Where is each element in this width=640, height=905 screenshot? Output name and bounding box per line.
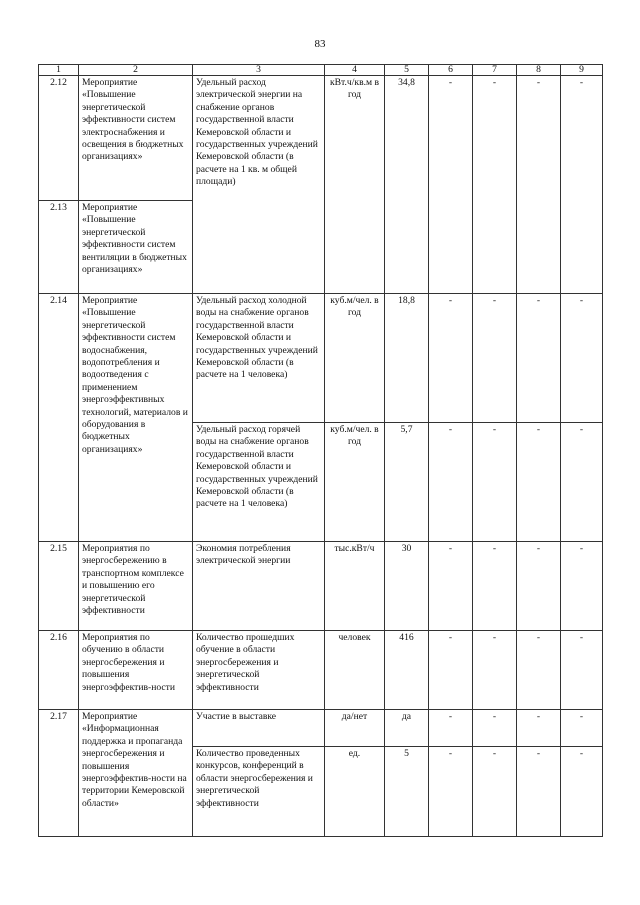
- row-number: 2.15: [39, 542, 79, 631]
- value-cell: да: [385, 710, 429, 747]
- dash-cell: -: [429, 542, 473, 631]
- dash-cell: -: [517, 76, 561, 294]
- indicator-cell: Участие в выставке: [193, 710, 325, 747]
- table-row: [39, 76, 603, 201]
- dash-cell: -: [473, 710, 517, 747]
- dash-cell: -: [517, 294, 561, 423]
- dash-cell: -: [429, 423, 473, 542]
- indicator-cell: Удельный расход холодной воды на снабжение органов государственной власти Кемеровской области и государственных учреждений Кемеровской области (в расчете на 1 человека): [193, 294, 325, 423]
- row-number: 2.16: [39, 631, 79, 710]
- measure-cell: Мероприятие «Информационная поддержка и пропаганда энергосбережения и повышения энергоэффектив-ности на территории Кемеровской области»: [79, 710, 193, 837]
- table-row: [39, 294, 603, 423]
- dash-cell: -: [517, 747, 561, 837]
- header-cell: 3: [193, 65, 325, 76]
- value-cell: 5,7: [385, 423, 429, 542]
- indicators-table: [38, 64, 603, 837]
- table-row: [39, 542, 603, 631]
- table-row: [39, 710, 603, 747]
- indicator-cell: Удельный расход горячей воды на снабжение органов государственной власти Кемеровской области и государственных учреждений Кемеровской области (в расчете на 1 человека): [193, 423, 325, 542]
- dash-cell: -: [517, 710, 561, 747]
- header-cell: 1: [39, 65, 79, 76]
- measure-cell: Мероприятие «Повышение энергетической эффективности систем электроснабжения и освещения в бюджетных организациях»: [79, 76, 193, 201]
- measure-cell: Мероприятия по обучению в области энергосбережения и повышения энергоэффектив-ности: [79, 631, 193, 710]
- dash-cell: -: [429, 76, 473, 294]
- indicator-cell: Удельный расход электрической энергии на снабжение органов государственной власти Кемеровской области и государственных учреждений Кемеровской области (в расчете на 1 кв. м общей площади): [193, 76, 325, 294]
- indicator-cell: Экономия потребления электрической энергии: [193, 542, 325, 631]
- dash-cell: -: [473, 542, 517, 631]
- dash-cell: -: [473, 76, 517, 294]
- table-row: [39, 631, 603, 710]
- dash-cell: -: [561, 747, 603, 837]
- row-number: 2.14: [39, 294, 79, 542]
- header-cell: 8: [517, 65, 561, 76]
- dash-cell: -: [429, 747, 473, 837]
- header-cell: 4: [325, 65, 385, 76]
- unit-cell: кВт.ч/кв.м в год: [325, 76, 385, 294]
- indicator-cell: Количество прошедших обучение в области энергосбережения и энергетической эффективности: [193, 631, 325, 710]
- dash-cell: -: [561, 710, 603, 747]
- unit-cell: ед.: [325, 747, 385, 837]
- value-cell: 30: [385, 542, 429, 631]
- dash-cell: -: [517, 542, 561, 631]
- value-cell: 34,8: [385, 76, 429, 294]
- unit-cell: куб.м/чел. в год: [325, 423, 385, 542]
- row-number: 2.17: [39, 710, 79, 837]
- dash-cell: -: [429, 631, 473, 710]
- value-cell: 5: [385, 747, 429, 837]
- unit-cell: да/нет: [325, 710, 385, 747]
- dash-cell: -: [561, 423, 603, 542]
- dash-cell: -: [561, 542, 603, 631]
- header-cell: 7: [473, 65, 517, 76]
- page-number: 83: [314, 38, 326, 50]
- header-cell: 5: [385, 65, 429, 76]
- indicator-cell: Количество проведенных конкурсов, конференций в области энергосбережения и энергетической эффективности: [193, 747, 325, 837]
- unit-cell: тыс.кВт/ч: [325, 542, 385, 631]
- dash-cell: -: [429, 294, 473, 423]
- unit-cell: куб.м/чел. в год: [325, 294, 385, 423]
- unit-cell: человек: [325, 631, 385, 710]
- dash-cell: -: [473, 423, 517, 542]
- measure-cell: Мероприятие «Повышение энергетической эффективности систем вентиляции в бюджетных организациях»: [79, 201, 193, 294]
- dash-cell: -: [561, 294, 603, 423]
- dash-cell: -: [473, 747, 517, 837]
- measure-cell: Мероприятия по энергосбережению в транспортном комплексе и повышению его энергетической эффективности: [79, 542, 193, 631]
- value-cell: 18,8: [385, 294, 429, 423]
- dash-cell: -: [473, 294, 517, 423]
- header-cell: 2: [79, 65, 193, 76]
- value-cell: 416: [385, 631, 429, 710]
- header-cell: 9: [561, 65, 603, 76]
- dash-cell: -: [429, 710, 473, 747]
- table-header-row: [39, 65, 603, 76]
- row-number: 2.12: [39, 76, 79, 201]
- header-cell: 6: [429, 65, 473, 76]
- dash-cell: -: [517, 423, 561, 542]
- dash-cell: -: [517, 631, 561, 710]
- dash-cell: -: [473, 631, 517, 710]
- measure-cell: Мероприятие «Повышение энергетической эффективности систем водоснабжения, водопотребления и водоотведения с применением энергоэффективных технологий, материалов и оборудования в бюджетных организациях»: [79, 294, 193, 542]
- dash-cell: -: [561, 631, 603, 710]
- dash-cell: -: [561, 76, 603, 294]
- row-number: 2.13: [39, 201, 79, 294]
